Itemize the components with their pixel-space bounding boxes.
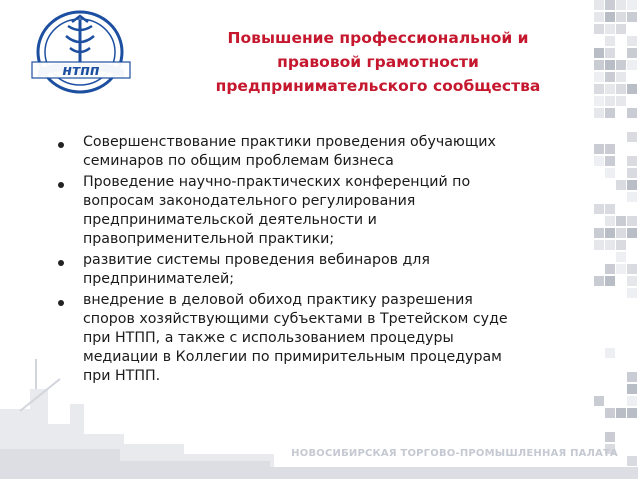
decorative-tile bbox=[605, 144, 615, 154]
decorative-tile bbox=[605, 168, 615, 178]
decorative-tile bbox=[627, 264, 637, 274]
bullet-dot-icon bbox=[58, 182, 64, 188]
decorative-tile bbox=[616, 12, 626, 22]
decorative-tile bbox=[616, 24, 626, 34]
footer-organization-name: НОВОСИБИРСКАЯ ТОРГОВО-ПРОМЫШЛЕННАЯ ПАЛАТА bbox=[291, 448, 618, 459]
ntpp-logo bbox=[28, 8, 136, 100]
decorative-tile bbox=[605, 348, 615, 358]
bullet-text-line: Проведение научно-практических конференций по bbox=[83, 174, 471, 190]
decorative-tile bbox=[627, 168, 637, 178]
decorative-tile bbox=[627, 192, 637, 202]
decorative-tile bbox=[594, 276, 604, 286]
decorative-tile bbox=[627, 0, 637, 10]
decorative-tile bbox=[594, 84, 604, 94]
bullet-text-line: споров хозяйствующими субъектами в Третейском суде bbox=[83, 311, 508, 327]
title-line: Повышение профессиональной и bbox=[227, 29, 529, 47]
decorative-tile bbox=[594, 72, 604, 82]
decorative-tile bbox=[616, 264, 626, 274]
decorative-tile bbox=[616, 72, 626, 82]
decorative-tile bbox=[594, 204, 604, 214]
decorative-tile bbox=[616, 84, 626, 94]
decorative-tile bbox=[605, 84, 615, 94]
bullet-dot-icon bbox=[58, 142, 64, 148]
decorative-tile bbox=[605, 276, 615, 286]
decorative-tile bbox=[627, 36, 637, 46]
decorative-tile bbox=[616, 180, 626, 190]
decorative-tile bbox=[616, 216, 626, 226]
decorative-tile bbox=[594, 108, 604, 118]
decorative-tile bbox=[627, 396, 637, 406]
decorative-tile bbox=[594, 144, 604, 154]
decorative-tile bbox=[627, 180, 637, 190]
logo-wordmark: нтпп bbox=[62, 63, 100, 79]
decorative-tile bbox=[605, 228, 615, 238]
decorative-tile bbox=[605, 432, 615, 442]
bullet-text-line: внедрение в деловой обиход практику разрешения bbox=[83, 292, 473, 308]
decorative-tile bbox=[594, 24, 604, 34]
decorative-tile bbox=[616, 60, 626, 70]
decorative-tile bbox=[605, 408, 615, 418]
decorative-tile bbox=[594, 96, 604, 106]
decorative-tile bbox=[627, 156, 637, 166]
decorative-tile-mosaic bbox=[594, 0, 638, 479]
bullet-item bbox=[58, 291, 558, 386]
decorative-tile bbox=[627, 48, 637, 58]
decorative-tile bbox=[605, 156, 615, 166]
decorative-tile bbox=[605, 204, 615, 214]
decorative-tile bbox=[605, 24, 615, 34]
decorative-tile bbox=[605, 108, 615, 118]
decorative-tile bbox=[616, 240, 626, 250]
bullet-item bbox=[58, 173, 558, 249]
decorative-tile bbox=[616, 96, 626, 106]
decorative-tile bbox=[605, 72, 615, 82]
bullet-text-line: предпринимательской деятельности и bbox=[83, 212, 377, 228]
decorative-tile bbox=[605, 216, 615, 226]
decorative-tile bbox=[616, 408, 626, 418]
decorative-tile bbox=[627, 12, 637, 22]
decorative-tile bbox=[594, 228, 604, 238]
bullet-dot-icon bbox=[58, 300, 64, 306]
bullet-dot-icon bbox=[58, 260, 64, 266]
bullet-text-line: правоприменительной практики; bbox=[83, 231, 335, 247]
decorative-tile bbox=[605, 60, 615, 70]
decorative-tile bbox=[616, 252, 626, 262]
decorative-tile bbox=[627, 276, 637, 286]
decorative-tile bbox=[627, 288, 637, 298]
bullet-text-line: при НТПП. bbox=[83, 368, 161, 384]
bullet-item bbox=[58, 251, 558, 289]
decorative-tile bbox=[594, 48, 604, 58]
decorative-tile bbox=[605, 36, 615, 46]
decorative-tile bbox=[627, 456, 637, 466]
bullet-text-line: вопросам законодательного регулирования bbox=[83, 193, 416, 209]
decorative-tile bbox=[605, 264, 615, 274]
decorative-tile bbox=[605, 48, 615, 58]
decorative-tile bbox=[627, 384, 637, 394]
decorative-tile bbox=[627, 408, 637, 418]
decorative-tile bbox=[627, 132, 637, 142]
decorative-tile bbox=[605, 12, 615, 22]
decorative-tile bbox=[627, 228, 637, 238]
decorative-tile bbox=[594, 156, 604, 166]
decorative-tile bbox=[594, 60, 604, 70]
bullet-list bbox=[58, 133, 558, 388]
title-line: правовой грамотности bbox=[277, 53, 479, 71]
bullet-text-line: при НТПП, а также с использованием процедуры bbox=[83, 330, 454, 346]
decorative-tile bbox=[605, 0, 615, 10]
slide-title bbox=[168, 26, 588, 98]
decorative-tile bbox=[594, 12, 604, 22]
decorative-tile bbox=[594, 240, 604, 250]
decorative-tile bbox=[616, 0, 626, 10]
decorative-tile bbox=[605, 240, 615, 250]
bullet-item bbox=[58, 133, 558, 171]
title-line: предпринимательского сообщества bbox=[215, 77, 541, 95]
bullet-text-line: Совершенствование практики проведения обучающих bbox=[83, 134, 496, 150]
decorative-tile bbox=[627, 216, 637, 226]
decorative-tile bbox=[627, 84, 637, 94]
bullet-text-line: развитие системы проведения вебинаров для bbox=[83, 252, 430, 268]
bullet-text-line: медиации в Коллегии по примирительным процедурам bbox=[83, 349, 502, 365]
decorative-tile bbox=[594, 396, 604, 406]
decorative-tile bbox=[594, 0, 604, 10]
decorative-tile bbox=[627, 372, 637, 382]
bullet-text-line: семинаров по общим проблемам бизнеса bbox=[83, 153, 394, 169]
decorative-tile bbox=[616, 228, 626, 238]
decorative-tile bbox=[627, 60, 637, 70]
bullet-text-line: предпринимателей; bbox=[83, 271, 235, 287]
decorative-tile bbox=[605, 96, 615, 106]
decorative-tile bbox=[627, 108, 637, 118]
